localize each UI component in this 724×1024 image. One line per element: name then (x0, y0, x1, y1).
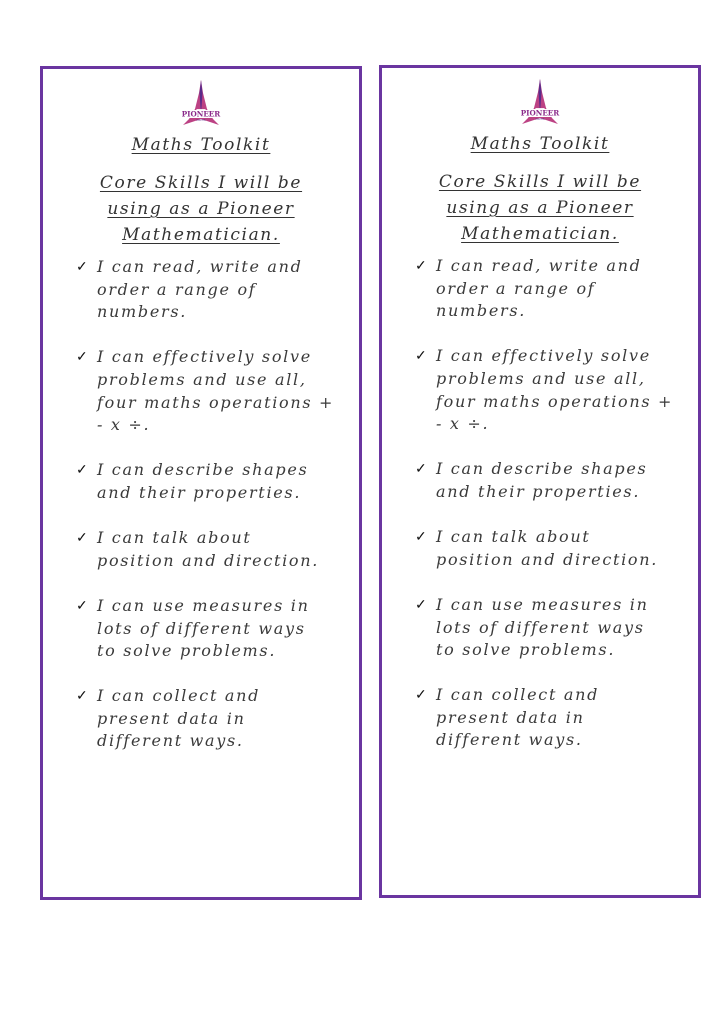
skill-item (415, 594, 684, 662)
skill-item (76, 685, 345, 753)
skill-item (76, 527, 345, 572)
skill-text-line: I can use measures in (436, 594, 649, 614)
check-icon: ✓ (76, 462, 88, 479)
page-title (382, 134, 698, 154)
skills-list (76, 256, 345, 776)
skill-text-line: I can describe shapes (97, 460, 309, 480)
skill-text-line: - x ÷. (97, 415, 151, 435)
skill-text-line: I can talk about (436, 527, 591, 547)
skill-text-line: I can talk about (97, 528, 252, 548)
skill-item (415, 255, 684, 323)
subtitle-line: Mathematician. (122, 225, 280, 245)
title-text: Maths Toolkit (470, 134, 610, 154)
svg-text:MATHS: MATHS (196, 119, 206, 122)
subtitle-line: using as a Pioneer (446, 198, 634, 218)
skill-text-line: different ways. (436, 730, 583, 750)
subtitle-line: Mathematician. (461, 224, 619, 244)
check-icon: ✓ (76, 597, 88, 614)
skill-item (76, 459, 345, 504)
skill-text-line: numbers. (97, 302, 188, 322)
skills-list (415, 255, 684, 775)
skill-item (415, 345, 684, 435)
skill-text-line: present data in (436, 707, 585, 727)
skill-item (415, 684, 684, 752)
skill-text-line: problems and use all, (436, 368, 646, 388)
skill-text-line: I can read, write and (97, 257, 303, 276)
check-icon: ✓ (76, 349, 88, 366)
check-icon: ✓ (76, 530, 88, 547)
skill-text-line: I can read, write and (436, 256, 642, 275)
skill-text-line: I can describe shapes (436, 459, 648, 479)
skill-item (76, 256, 345, 324)
check-icon: ✓ (415, 258, 427, 274)
skill-item (76, 595, 345, 663)
subtitle-line: Core Skills I will be (99, 173, 303, 193)
skill-text-line: different ways. (97, 731, 244, 751)
check-icon: ✓ (76, 259, 88, 275)
subtitle (412, 169, 668, 247)
skill-text-line: to solve problems. (436, 640, 616, 660)
subtitle-line: Core Skills I will be (438, 172, 642, 192)
title-text: Maths Toolkit (131, 135, 271, 155)
skill-text-line: I can collect and (436, 685, 600, 705)
svg-text:PIONEER: PIONEER (181, 109, 221, 119)
svg-text:PIONEER: PIONEER (520, 108, 560, 118)
skill-text-line: problems and use all, (97, 369, 307, 389)
skill-item (76, 346, 345, 436)
skill-text-line: and their properties. (97, 482, 302, 502)
check-icon: ✓ (415, 461, 427, 478)
skill-text-line: position and direction. (436, 549, 659, 569)
skill-text-line: - x ÷. (436, 414, 490, 434)
pioneer-logo-icon (518, 78, 562, 126)
subtitle-line: using as a Pioneer (107, 199, 295, 219)
skill-text-line: position and direction. (97, 550, 320, 570)
check-icon: ✓ (415, 687, 427, 704)
skill-text-line: and their properties. (436, 481, 641, 501)
check-icon: ✓ (415, 529, 427, 546)
skill-text-line: I can effectively solve (97, 347, 312, 367)
skill-item (415, 526, 684, 571)
check-icon: ✓ (415, 348, 427, 365)
skill-text-line: lots of different ways (436, 617, 645, 637)
check-icon: ✓ (76, 688, 88, 705)
bookmark-card-right (379, 65, 701, 898)
bookmark-card-left (40, 66, 362, 900)
svg-text:MATHS: MATHS (535, 118, 545, 121)
pioneer-logo-icon (179, 79, 223, 127)
skill-text-line: I can use measures in (97, 595, 310, 615)
skill-item (415, 458, 684, 503)
skill-text-line: I can effectively solve (436, 346, 651, 366)
skill-text-line: lots of different ways (97, 618, 306, 638)
skill-text-line: four maths operations + (97, 392, 335, 412)
skill-text-line: I can collect and (97, 686, 261, 706)
skill-text-line: numbers. (436, 301, 527, 321)
subtitle (73, 170, 329, 248)
skill-text-line: order a range of (436, 278, 596, 298)
check-icon: ✓ (415, 596, 427, 613)
page-title (43, 135, 359, 155)
skill-text-line: to solve problems. (97, 641, 277, 661)
skill-text-line: four maths operations + (436, 391, 674, 411)
skill-text-line: present data in (97, 708, 246, 728)
skill-text-line: order a range of (97, 279, 257, 299)
